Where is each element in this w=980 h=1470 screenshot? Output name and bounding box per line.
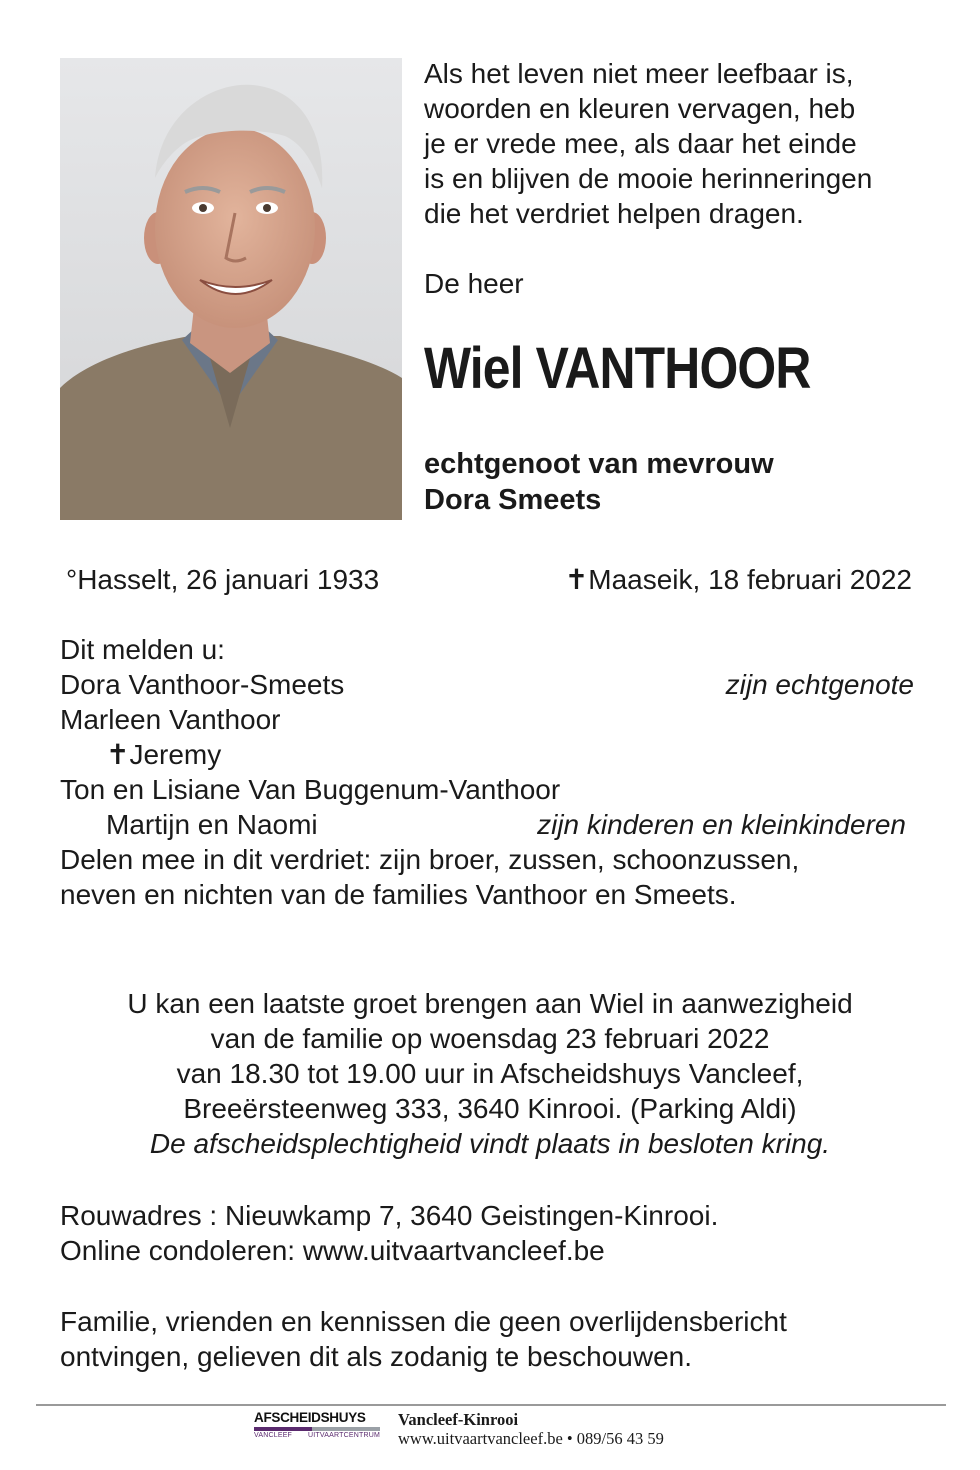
poem: [424, 56, 964, 231]
footer-title: Vancleef-Kinrooi: [398, 1410, 519, 1429]
portrait-illustration: [60, 58, 402, 520]
notice-line: ontvingen, gelieven dit als zodanig te beschouwen.: [60, 1341, 692, 1372]
poem-line: is en blijven de mooie herinneringen: [424, 163, 873, 194]
family-role: zijn echtgenote: [725, 669, 914, 700]
death-info: ✝Maaseik, 18 februari 2022: [564, 564, 912, 595]
address-block: [60, 1198, 718, 1268]
funeral-home-logo: [254, 1410, 380, 1446]
list-item: [60, 877, 920, 912]
visitation-line: van de familie op woensdag 23 februari 2022: [210, 1023, 770, 1054]
family-name: ✝Jeremy: [106, 739, 222, 770]
mourning-address: Rouwadres : Nieuwkamp 7, 3640 Geistingen-Kinrooi.: [60, 1200, 719, 1231]
family-share: Delen mee in dit verdriet: zijn broer, zussen, schoonzussen,: [60, 844, 800, 875]
honorific: De heer: [424, 268, 524, 299]
condolence-link[interactable]: Online condoleren: www.uitvaartvancleef.be: [60, 1235, 605, 1266]
logo-text: AFSCHEIDSHUYS: [254, 1410, 366, 1425]
portrait-photo: [60, 58, 402, 520]
family-name: Ton en Lisiane Van Buggenum-Vanthoor: [60, 774, 561, 805]
notice-line: Familie, vrienden en kennissen die geen overlijdensbericht: [60, 1306, 787, 1337]
poem-line: woorden en kleuren vervagen, heb: [424, 93, 856, 124]
footer-contact[interactable]: www.uitvaartvancleef.be • 089/56 43 59: [398, 1429, 664, 1448]
poem-line: Als het leven niet meer leefbaar is,: [424, 58, 854, 89]
visitation-line: van 18.30 tot 19.00 uur in Afscheidshuys Vancleef,: [176, 1058, 804, 1089]
family-role: zijn kinderen en kleinkinderen: [537, 809, 906, 840]
family-list: [60, 632, 920, 912]
family-intro: Dit melden u:: [60, 634, 225, 665]
list-item: [60, 842, 920, 877]
spouse-name: Dora Smeets: [424, 484, 602, 516]
list-item: [60, 632, 920, 667]
family-name: Marleen Vanthoor: [60, 704, 281, 735]
list-item: [60, 737, 920, 772]
list-item: [60, 702, 920, 737]
logo-subtext: [254, 1431, 380, 1441]
notice-block: [60, 1304, 787, 1374]
ceremony-note: De afscheidsplechtigheid vindt plaats in besloten kring.: [149, 1128, 831, 1159]
deceased-name: Wiel VANTHOOR: [424, 336, 811, 401]
family-name: Dora Vanthoor-Smeets: [60, 669, 345, 700]
footer-divider: [36, 1404, 946, 1406]
family-share: neven en nichten van de families Vanthoor en Smeets.: [60, 879, 737, 910]
logo-sub-right: UITVAARTCENTRUM: [308, 1432, 380, 1439]
visitation-line: Breeërsteenweg 333, 3640 Kinrooi. (Parking Aldi): [183, 1093, 797, 1124]
poem-line: je er vrede mee, als daar het einde: [424, 128, 857, 159]
visitation-line: U kan een laatste groet brengen aan Wiel in aanwezigheid: [127, 988, 853, 1019]
list-item: [60, 667, 920, 702]
family-name: Martijn en Naomi: [106, 809, 318, 840]
list-item: [60, 807, 920, 842]
spouse-line: echtgenoot van mevrouw: [424, 448, 774, 480]
poem-line: die het verdriet helpen dragen.: [424, 198, 804, 229]
logo-sub-left: VANCLEEF: [254, 1432, 293, 1439]
birth-info: °Hasselt, 26 januari 1933: [66, 564, 380, 595]
spouse-info: [424, 446, 774, 518]
visitation-info: [0, 986, 980, 1161]
list-item: [60, 772, 920, 807]
